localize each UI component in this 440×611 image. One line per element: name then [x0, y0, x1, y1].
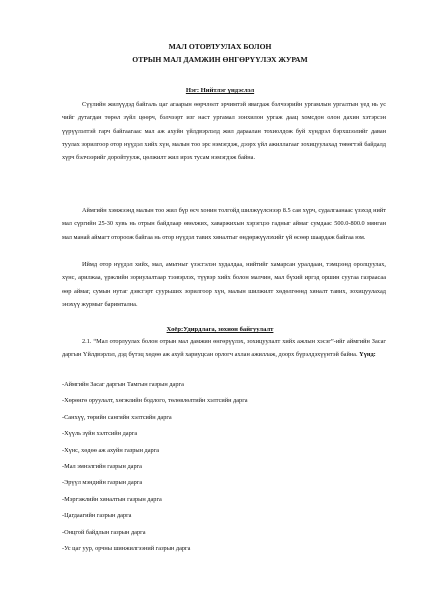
list-item: -Ус цаг уур, орчны шинжилгээний газрын дарга	[62, 545, 191, 553]
members-list	[62, 377, 386, 557]
list-item: -Мэргэжлийн хяналтын газрын дарга	[62, 495, 162, 503]
paragraph-3: Иймд отор нүүдэл хийх, мал, амьтныг үзэсгэлэн худалдаа, нийтийг хамарсан уралдаан, тэмцээнд оролцуулах, хүнс, арилжаа, үржлийн зориулалтаар тээвэрлэх, түүвэр хийх болон малчин, мал бүхий иргэд оршин суугаа газраасаа өөр аймаг, сумын нутаг дэвсгэрт суурьших зорилгоор хүн, малын шилжилт хөдөлгөөнд хяналт тавих, зохицуулахад энэхүү журмыг баримтална.	[62, 261, 386, 308]
list-item: -Санхүү, төрийн сангийн хэлтсийн дарга	[62, 413, 172, 421]
list-item: -Хөрөнгө оруулалт, хөгжлийн бодлого, төлөвлөлтийн хэлтсийн дарга	[62, 397, 248, 405]
paragraph-1: Сүүлийн жилүүдэд байгаль цаг агаарын өөрчлөлт эрчимтэй явагдаж бэлчээрийн ургамлын ургалтын үед нь ус чийг дутагдан төрөл зүйл цөөрч, бэлчээрт изг наст ургамал зонхилон ургаж даац хомсдон олон дахин хэтэрсэн үүрүүлэлтэй гарч байгаагаас мал аж ахуйн үйлдвэрлэлд жил дараалан тохиолдож буй хүндрэл бэрхшээлийг даван туулах зорилгоор отор нүүдэл хийх хүн, малын тоо эрс нэмэгдэж, дээрх үйл ажиллагааг зохицуулахад төвөгтэй байдалд хүрч бэлчээрийг доройтуулж, цөлжилт жил ирэх тусам нэмэгдэж байна.	[62, 101, 386, 162]
list-item: -Онцгой байдлын газрын дарга	[62, 528, 146, 536]
section1-heading: Нэг: Нийтлэг үндэслэл	[185, 87, 255, 94]
paragraph-2: Аймгийн хэмжээнд малын тоо жил бүр өсч хонин толгойд шилжүүлснээр 8.5 сая хүрч, судалгаанаас үзэхэд нийт мал сүргийн 25-30 хувь нь отрын байдлаар өвөлжих, хаваржихын хэрэгцээ гадныг аймаг сумдаас 500.0-800.0 мянган мал манай аймагт отороож байгаа нь отор нүүдэл тавих хяналтыг өндөржүүлэхийг үй өсөөр шаардаж байгаа юм.	[62, 207, 386, 241]
list-item: -Эрүүл мэндийн газрын дарга	[62, 479, 143, 487]
list-item: -Цагдаагийн газрын дарга	[62, 512, 132, 520]
list-item: -Мал эмнэлгийн газрын дарга	[62, 463, 142, 471]
document-title-line1: МАЛ ОТОРЛУУЛАХ БОЛОН	[168, 42, 272, 51]
list-item: -Хүнс, хөдөө аж ахуйн газрын дарга	[62, 446, 160, 454]
paragraph-4-bold: Үүнд:	[359, 351, 376, 359]
paragraph-4-main: 2.1. “Мал оторлуулах болон отрын мал дамжин өнгөрүүлэх, зохицуулалт хийх ажлын хэсэг”-ийг аймгийн Засаг даргын Үйлдвэрлэл, дэд бүтэц хөдөө аж ахуй хариуцсан орлогч ахлан ажиллаж, доорх бүрэлдэхүүнтэй байна.	[62, 338, 386, 359]
section2-heading: Хоёр:Удирдлага, зохион байгуулалт	[166, 326, 274, 333]
list-item: -Аймгийн Засаг даргын Тамгын газрын дарга	[62, 381, 184, 388]
document-title-line2: ОТРЫН МАЛ ДАМЖИН ӨНГӨРҮҮЛЭХ ЖУРАМ	[132, 55, 308, 64]
paragraph-4	[62, 335, 386, 362]
list-item: -Хүүль зүйн хэлтсийн дарга	[62, 430, 138, 438]
